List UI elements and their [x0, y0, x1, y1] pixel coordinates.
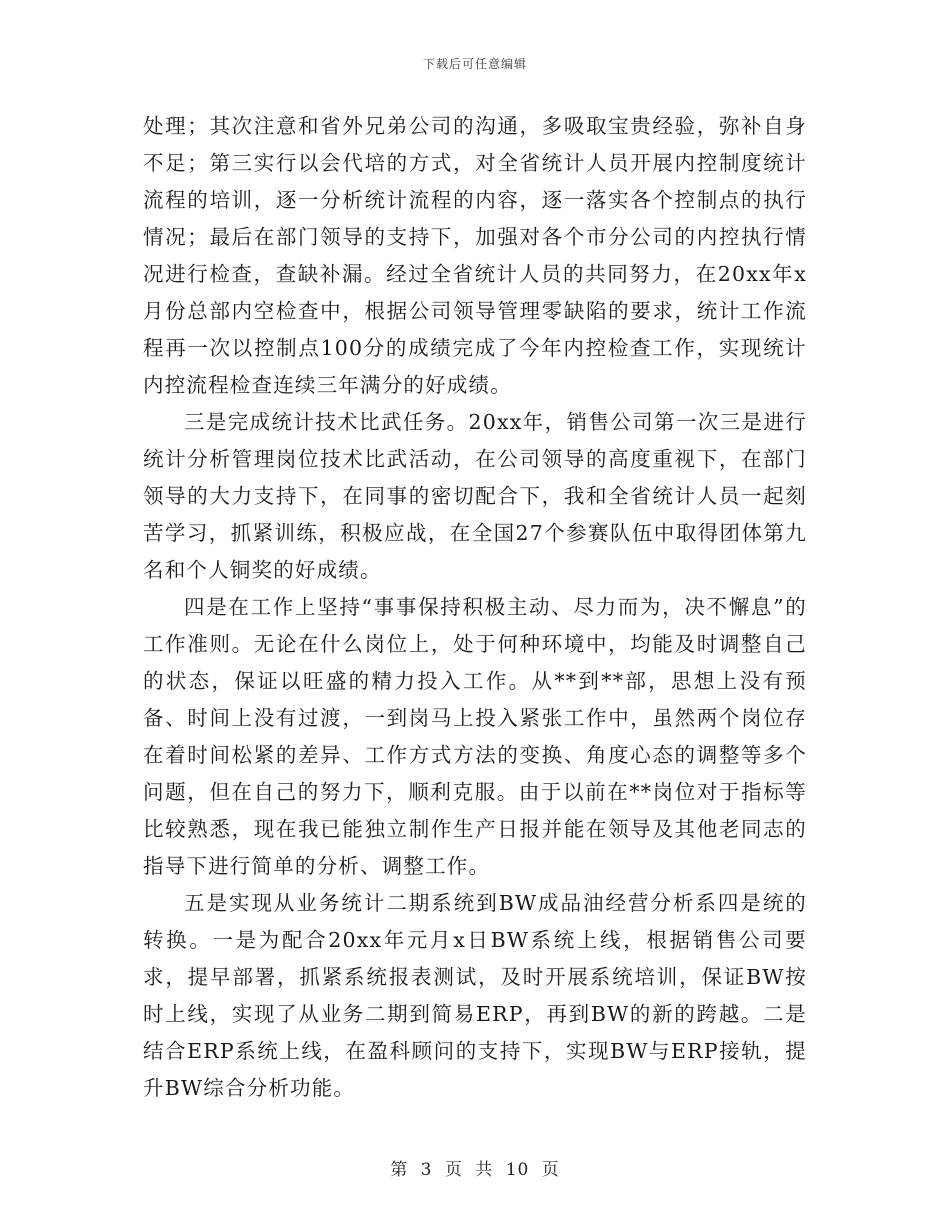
- paragraph-3: 四是在工作上坚持“事事保持积极主动、尽力而为，决不懈息”的工作准则。无论在什么岗位上，处于何种环境中，均能及时调整自己的状态，保证以旺盛的精力投入工作。从**到**部，思想上没有预备、时间上没有过渡，一到岗马上投入紧张工作中，虽然两个岗位存在着时间松紧的差异、工作方式方法的变换、角度心态的调整等多个问题，但在自己的努力下，顺利克服。由于以前在**岗位对于指标等比较熟悉，现在我已能独立制作生产日报并能在领导及其他老同志的指导下进行简单的分析、调整工作。: [143, 595, 807, 878]
- paragraph-4: 五是实现从业务统计二期系统到BW成品油经营分析系四是统的转换。一是为配合20xx年元月x日BW系统上线，根据销售公司要求，提早部署，抓紧系统报表测试，及时开展系统培训，保证BW按时上线，实现了从业务二期到简易ERP，再到BW的新的跨越。二是结合ERP系统上线，在盈科顾问的支持下，实现BW与ERP接轨，提升BW综合分析功能。: [143, 891, 807, 1100]
- page-number: 第 3 页 共 10 页: [390, 1160, 560, 1180]
- paragraph-1: 处理；其次注意和省外兄弟公司的沟通，多吸取宝贵经验，弥补自身不足；第三实行以会代培的方式，对全省统计人员开展内控制度统计流程的培训，逐一分析统计流程的内容，逐一落实各个控制点的执行情况；最后在部门领导的支持下，加强对各个市分公司的内控执行情况进行检查，查缺补漏。经过全省统计人员的共同努力，在20xx年x月份总部内空检查中，根据公司领导管理零缺陷的要求，统计工作流程再一次以控制点100分的成绩完成了今年内控检查工作，实现统计内控流程检查连续三年满分的好成绩。: [143, 114, 807, 397]
- paragraph-2: 三是完成统计技术比武任务。20xx年，销售公司第一次三是进行统计分析管理岗位技术比武活动，在公司领导的高度重视下，在部门领导的大力支持下，在同事的密切配合下，我和全省统计人员一起刻苦学习，抓紧训练，积极应战，在全国27个参赛队伍中取得团体第九名和个人铜奖的好成绩。: [143, 410, 807, 582]
- page-header-note: 下载后可任意编辑: [422, 57, 527, 71]
- document-body: [143, 108, 807, 1107]
